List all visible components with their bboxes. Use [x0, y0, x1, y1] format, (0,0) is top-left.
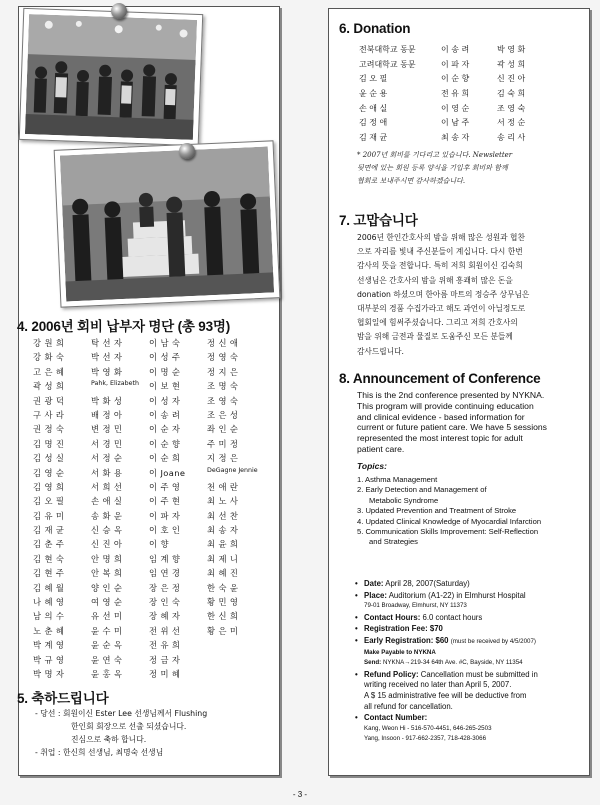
thanks-line: 감사드립니다. [357, 346, 405, 356]
dues-reminder-note [357, 149, 587, 188]
dues-payer-name: 장 혜 자 [149, 611, 181, 622]
dues-payer-name: Pahk, Elizabeth [91, 380, 139, 388]
dues-payer-name: 전 위 선 [149, 625, 181, 636]
topic-main: 3. Updated Prevention and Treatment of Stroke [357, 506, 517, 516]
dues-payer-name: 박 계 영 [33, 640, 65, 651]
dues-payer-name: 윤 연 숙 [91, 654, 123, 665]
section-7-body [357, 231, 589, 359]
conference-intro-line: current or future patient care. We have 5 sessions [357, 422, 547, 433]
dues-payer-name: 이 주 영 [149, 481, 181, 492]
dues-payer-name: 윤 수 미 [91, 625, 123, 636]
dues-payer-name: 정 영 숙 [207, 352, 239, 363]
dues-payer-name: 권 광 덕 [33, 395, 65, 406]
donor-name: 김 정 애 [359, 118, 388, 128]
dues-payer-name: 조 은 성 [207, 409, 239, 420]
section-4-title: 4. 2006년 회비 납부자 명단 (총 93명) [17, 319, 231, 334]
conference-info-list [355, 579, 589, 745]
note-line: * 2007년 회비를 기다리고 있습니다. Newsletter [357, 151, 513, 159]
donor-name: 김 오 필 [359, 74, 388, 84]
dues-payer-name: 최 윤 희 [207, 539, 239, 550]
dues-payer-name: DeGagne Jennie [207, 466, 258, 474]
donor-name: 전북대학교 동문 [359, 45, 416, 54]
dues-payer-name: 구 사 라 [33, 409, 65, 420]
donor-name: 김 재 균 [359, 133, 388, 143]
dues-payer-name: 강 화 숙 [33, 352, 65, 363]
conference-intro-line: This is the 2nd conference presented by NYKNA. [357, 390, 545, 400]
topic-main: 5. Communication Skills Improvement: Self-Reflection [357, 527, 539, 537]
thanks-line: 선생님은 간호사의 밤을 위해 흥쾌히 많은 돈을 [357, 275, 513, 285]
dues-payer-name: 박 명 자 [33, 668, 65, 679]
topics-list [357, 475, 589, 548]
topic-item [357, 475, 589, 485]
info-place: • Place: Auditorium (A1-22) in Elmhurst Hospital 79-01 Broadway, Elmhurst, NY 11373 [355, 591, 589, 612]
dues-payer-name: 김 혜 월 [33, 582, 65, 593]
donor-name: 이 파 자 [441, 59, 470, 69]
dues-payer-name: 조 명 숙 [207, 381, 239, 392]
topic-item [357, 485, 589, 506]
info-contact-hours: • Contact Hours: 6.0 contact hours [355, 613, 589, 624]
dues-payer-name: 이 송 려 [149, 409, 181, 420]
right-panel [328, 8, 590, 776]
dues-payer-name: 배 정 아 [91, 409, 123, 420]
donor-name: 이 순 향 [441, 74, 470, 84]
donor-name: 최 송 자 [441, 133, 470, 143]
dues-payer-name: 이 성 주 [149, 352, 181, 363]
conference-intro-line: patient care. [357, 443, 405, 454]
dues-payer-name: 여 영 순 [91, 597, 123, 608]
dues-payer-name: 임 계 향 [149, 553, 181, 564]
donor-name: 손 애 실 [359, 103, 388, 113]
section-8-title: 8. Announcement of Conference [339, 371, 541, 386]
dues-payer-name: 신 승 옥 [91, 525, 123, 536]
section-6-title: 6. Donation [339, 21, 411, 36]
dues-payer-name: 한 신 희 [207, 611, 239, 622]
conference-intro-line: and clinical evidence - based information for [357, 411, 525, 422]
dues-payer-name: 김 춘 주 [33, 539, 65, 550]
dues-payer-name: 이 호 인 [149, 525, 181, 536]
thanks-line: 2006년 한인간호사의 밤을 위해 많은 성원과 협찬 [357, 233, 525, 242]
dues-payer-name: 이 파 자 [149, 510, 181, 521]
dues-payer-name: 황 은 미 [207, 625, 239, 636]
donor-name: 조 영 숙 [497, 103, 526, 113]
dues-payer-name: 서 경 민 [91, 438, 123, 449]
dues-payer-name: 최 노 사 [207, 496, 239, 507]
dues-payer-name: 탁 선 자 [91, 338, 123, 348]
dues-payer-name: 신 진 아 [91, 539, 123, 550]
note-line: 뒷면에 있는 회원 등록 양식을 기입후 회비와 함께 [357, 164, 508, 172]
dues-payer-name: 김 재 균 [33, 525, 65, 536]
dues-payer-name: 이 향 [149, 539, 169, 550]
photo-cake-cutting [54, 140, 281, 307]
dues-payer-name: 좌 인 순 [207, 424, 239, 435]
donor-name: 고려대학교 동문 [359, 59, 416, 69]
dues-payer-name: 한 숙 윤 [207, 582, 239, 593]
dues-payer-name: 천 애 란 [207, 481, 239, 492]
info-registration-fee: • Registration Fee: $70 [355, 624, 589, 635]
conference-intro [357, 390, 589, 455]
photo-gathering-image [25, 14, 197, 140]
dues-payer-name: 김 명 진 [33, 438, 65, 449]
left-panel [18, 6, 280, 776]
donor-name: 전 유 희 [441, 89, 470, 99]
dues-payer-name: 남 의 수 [33, 611, 65, 622]
topic-item [357, 527, 589, 548]
donor-name: 서 정 순 [497, 118, 526, 128]
donor-name: 이 영 순 [441, 103, 470, 113]
info-refund-policy: • Refund Policy: Cancellation must be submitted in writing received no later than April 5, 2007. A $ 15 administrative fee will be deductive from all refund for cancellation. [355, 670, 589, 712]
donor-name: 이 남 주 [441, 118, 470, 128]
donor-name: 송 리 사 [497, 133, 526, 143]
topic-main: 1. Asthma Management [357, 475, 438, 484]
donor-name: 곽 성 희 [497, 59, 526, 69]
dues-payer-name: 조 영 숙 [207, 395, 239, 406]
topic-sub: and Strategies [369, 537, 418, 547]
donor-name: 박 영 화 [497, 45, 526, 54]
thanks-line: donation 하셨으며 한아름 마트의 정승주 상무님은 [357, 289, 530, 299]
dues-payer-name: 서 희 선 [91, 481, 123, 492]
congrats-line: - 취업 : 한신희 선생님, 최명숙 선생님 [35, 748, 164, 757]
congrats-line: 한인회 회장으로 선출 되셨습니다. [71, 722, 187, 731]
topic-item [357, 506, 589, 516]
dues-payer-name: 이 명 순 [149, 366, 181, 377]
topic-main: 4. Updated Clinical Knowledge of Myocardial Infarction [357, 516, 542, 526]
dues-payer-name: 유 선 미 [91, 611, 123, 622]
conference-intro-line: represented the most interest topic for adult [357, 433, 523, 444]
dues-payer-name: 정 금 자 [149, 654, 181, 665]
dues-payer-name: 정 지 은 [207, 366, 239, 377]
dues-payer-name: 서 정 순 [91, 453, 123, 464]
page-number: - 3 - [292, 790, 308, 799]
dues-payer-name: 이 순 희 [149, 453, 181, 464]
dues-payer-name: 나 혜 영 [33, 597, 65, 608]
dues-payer-name: 안 명 희 [91, 553, 123, 564]
dues-payer-name: 양 인 순 [91, 582, 123, 593]
dues-payer-name: 박 영 화 [91, 366, 123, 377]
dues-payer-name: 이 보 현 [149, 381, 181, 392]
dues-payer-name: 최 송 자 [207, 525, 239, 536]
dues-payer-name: 김 유 미 [33, 510, 65, 521]
dues-payer-name: 김 성 실 [33, 453, 65, 464]
dues-payer-name: 장 은 정 [149, 582, 181, 593]
conference-intro-line: This program will provide continuing education [357, 400, 534, 411]
dues-payer-name: 주 미 정 [207, 438, 239, 449]
dues-payer-name: 변 정 민 [91, 424, 123, 435]
dues-payer-name: 곽 성 희 [33, 381, 65, 392]
dues-payer-name [207, 654, 265, 668]
congrats-line: - 당선 : 회원이신 Ester Lee 선생님께서 Flushing [35, 709, 208, 718]
section-7-title: 7. 고맙습니다 [339, 213, 418, 228]
dues-payer-name: 정 미 혜 [149, 668, 181, 679]
dues-payer-name: 고 은 혜 [33, 366, 65, 377]
dues-payer-name: 임 연 경 [149, 568, 181, 579]
dues-payer-name: 이 순 자 [149, 424, 181, 435]
dues-payer-name: 지 정 은 [207, 453, 239, 464]
thanks-line: 감사의 뜻을 전합니다. 특히 저희 회원이신 김숙희 [357, 261, 523, 271]
dues-payer-name: 최 선 찬 [207, 510, 239, 521]
congrats-line: 진심으로 축하 합니다. [71, 735, 147, 744]
thanks-line: 대부분의 경품 수집가라고 해도 과언이 아닐정도로 [357, 304, 526, 314]
section-5-title: 5. 축하드립니다 [17, 691, 109, 706]
dues-payer-name: 이 Joane [149, 467, 186, 478]
photo-cake-cutting-image [60, 147, 274, 302]
dues-payer-name: 손 애 실 [91, 496, 123, 507]
dues-payer-name: 박 규 영 [33, 654, 65, 665]
info-early-registration: • Early Registration: $60 (must be received by 4/5/2007) Make Payable to NYKNA Send: NYKNA→219-34 64th Ave. #C, Bayside, NY 11354 [355, 636, 589, 669]
topics-title: Topics: [357, 461, 387, 471]
dues-payer-name: 황 민 영 [207, 597, 239, 608]
dues-payer-name: 이 성 자 [149, 395, 181, 406]
donation-grid [359, 44, 557, 147]
topic-sub: Metabolic Syndrome [369, 495, 439, 505]
dues-payer-names-grid [33, 337, 265, 682]
donor-name: 윤 순 용 [359, 89, 388, 99]
dues-payer-name: 권 정 숙 [33, 424, 65, 435]
dues-payer-name: 김 영 희 [33, 481, 65, 492]
donor-name: 이 송 려 [441, 45, 470, 54]
dues-payer-name: 김 영 순 [33, 467, 65, 478]
dues-payer-name: 장 인 숙 [149, 597, 181, 608]
pushpin-icon [111, 3, 127, 19]
thanks-line: 협회일에 힘써주셨습니다. 그리고 저희 간호사의 [357, 318, 518, 328]
dues-payer-name: 최 제 니 [207, 553, 239, 564]
dues-payer-name: 강 원 희 [33, 338, 65, 348]
dues-payer-name: 박 선 자 [91, 352, 123, 363]
dues-payer-name: 이 순 향 [149, 438, 181, 449]
thanks-line: 으로 자리를 빛내 주신분들이 계십니다. 다시 한번 [357, 247, 523, 257]
dues-payer-name: 박 화 성 [91, 395, 123, 406]
dues-payer-name: 최 혜 진 [207, 568, 239, 579]
info-contact-number: • Contact Number: Kang, Weon Hi - 516-570-4451, 646-265-2503 Yang, Insoon - 917-662-2357, 718-428-3066 [355, 713, 589, 745]
note-line: 협회로 보내주시면 감사하겠습니다. [357, 177, 466, 185]
photo-gathering [19, 8, 203, 146]
dues-payer-name: 김 현 주 [33, 568, 65, 579]
dues-payer-name: 윤 홍 옥 [91, 668, 123, 679]
topic-main: 2. Early Detection and Management of [357, 485, 487, 495]
dues-payer-name: 김 현 숙 [33, 553, 65, 564]
dues-payer-name: 윤 순 옥 [91, 640, 123, 651]
donor-name: 신 진 아 [497, 74, 526, 84]
dues-payer-name: 김 오 필 [33, 496, 65, 507]
topic-item [357, 517, 589, 527]
dues-payer-name: 송 화 운 [91, 510, 123, 521]
pushpin-icon [179, 143, 195, 159]
dues-payer-name [207, 639, 265, 653]
donor-name: 김 숙 희 [497, 89, 526, 99]
info-date: • Date: April 28, 2007(Saturday) [355, 579, 589, 590]
dues-payer-name: 전 유 희 [149, 640, 181, 651]
dues-payer-name: 서 화 용 [91, 467, 123, 478]
dues-payer-name: 이 남 숙 [149, 338, 181, 348]
section-5-body [35, 707, 279, 759]
dues-payer-name [207, 668, 265, 682]
dues-payer-name: 이 주 현 [149, 496, 181, 507]
thanks-line: 밤을 위해 금전과 물질로 도움주신 모든 분들께 [357, 332, 513, 342]
dues-payer-name: 정 신 애 [207, 338, 239, 348]
dues-payer-name: 안 복 희 [91, 568, 123, 579]
dues-payer-name: 노 춘 혜 [33, 625, 65, 636]
